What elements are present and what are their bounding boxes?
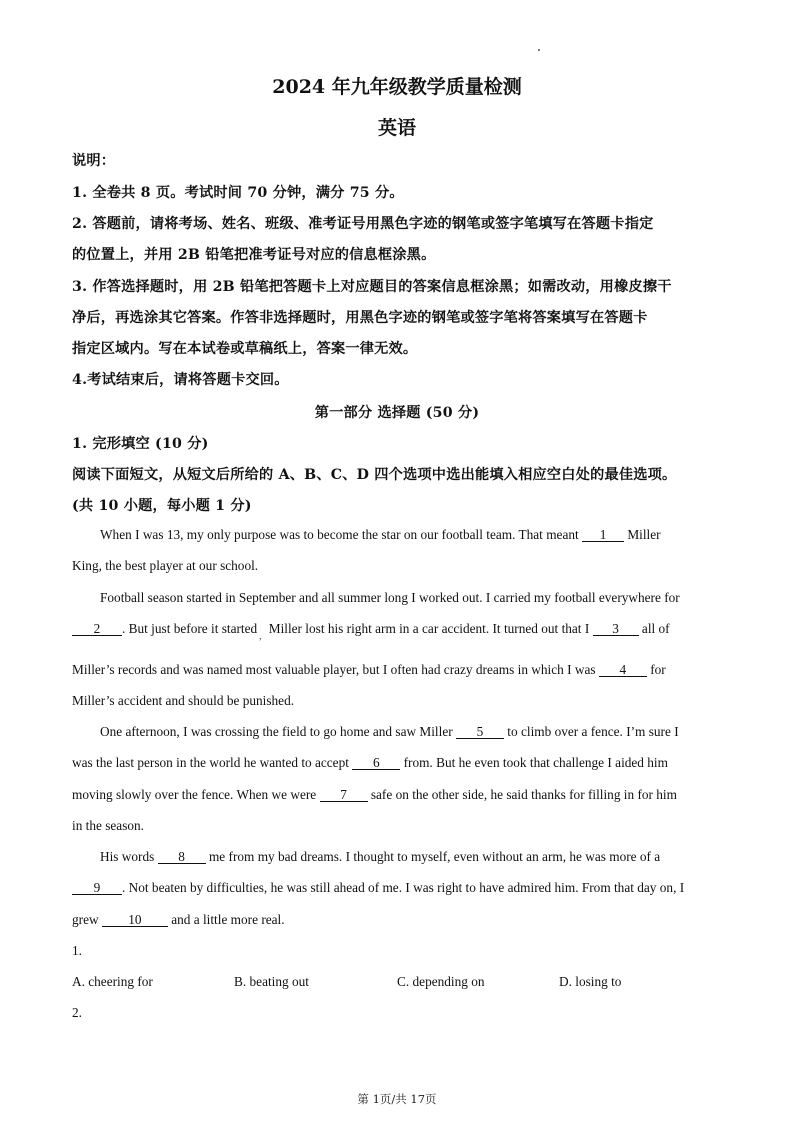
blank-5: 5 (456, 725, 504, 739)
passage-line: Miller’s accident and should be punished. (72, 693, 295, 708)
blank-1: 1 (582, 528, 624, 542)
part1-heading: 第一部分 选择题 (50 分) (314, 405, 480, 421)
instruction-item-3-line-3: 指定区域内。写在本试卷或草稿纸上，答案一律无效。 (72, 341, 418, 357)
blank-3: 3 (593, 622, 639, 636)
directions-line-2: (共 10 小题，每小题 1 分) (72, 498, 252, 514)
instruction-item-2-line-1: 2. 答题前，请将考场、姓名、班级、准考证号用黑色字迹的钢笔或签字笔填写在答题卡指定 (72, 216, 654, 232)
passage-line: Football season started in September and all summer long I worked out. I carried my football everywhere for (100, 590, 680, 605)
instruction-item-3-line-2: 净后，再选涂其它答案。作答非选择题时，用黑色字迹的钢笔或签字笔将答案填写在答题卡 (72, 310, 648, 326)
passage-line: in the season. (72, 818, 145, 833)
passage-line: grew 10 and a little more real. (72, 912, 285, 927)
option-d[interactable]: D. losing to (559, 974, 622, 989)
passage-line: was the last person in the world he wanted to accept 6 from. But he even took that challenge I aided him (72, 755, 668, 770)
directions-line-1: 阅读下面短文，从短文后所给的 A、B、C、D 四个选项中选出能填入相应空白处的最佳选项。 (72, 467, 677, 483)
blank-9: 9 (72, 881, 122, 895)
option-b[interactable]: B. beating out (234, 974, 309, 989)
instruction-item-4: 4.考试结束后，请将答题卡交回。 (72, 372, 289, 388)
passage-line: One afternoon, I was crossing the field to go home and saw Miller 5 to climb over a fence. I’m sure I (100, 724, 679, 739)
subject-title: 英语 (377, 117, 416, 139)
scan-speck (538, 49, 540, 51)
blank-7: 7 (320, 788, 368, 802)
option-a[interactable]: A. cheering for (72, 974, 153, 989)
exam-title: 2024 年九年级教学质量检测 (272, 76, 522, 98)
passage-line: 2 . But just before it started $_,$ Miller lost his right arm in a car accident. It turned out that I 3 all of (72, 621, 670, 641)
instruction-item-2-line-2: 的位置上，并用 2B 铅笔把准考证号对应的信息框涂黑。 (72, 247, 436, 263)
blank-8: 8 (158, 850, 206, 864)
passage-line: When I was 13, my only purpose was to become the star on our football team. That meant 1 Miller (100, 527, 661, 542)
option-c[interactable]: C. depending on (397, 974, 485, 989)
page-number: 第 1页/共 17页 (357, 1092, 437, 1106)
instructions-heading: 说明： (72, 153, 116, 169)
blank-2: 2 (72, 622, 122, 636)
passage-line: moving slowly over the fence. When we were 7 safe on the other side, he said thanks for filling in for him (72, 787, 677, 802)
question-number: 1. (72, 943, 82, 958)
blank-10: 10 (102, 913, 168, 927)
passage-line: His words 8 me from my bad dreams. I thought to myself, even without an arm, he was more of a (100, 849, 661, 864)
instruction-item-3-line-1: 3. 作答选择题时，用 2B 铅笔把答题卡上对应题目的答案信息框涂黑；如需改动，用橡皮擦干 (72, 279, 672, 295)
passage-line: 9 . Not beaten by difficulties, he was still ahead of me. I was right to have admired him. From that day on, I (72, 880, 684, 896)
section-title: 1. 完形填空 (10 分) (72, 436, 209, 452)
question-number: 2. (72, 1005, 82, 1020)
passage-line: Miller’s records and was named most valuable player, but I often had crazy dreams in which I was 4 for (72, 662, 666, 677)
blank-4: 4 (599, 663, 647, 677)
passage-line: King, the best player at our school. (72, 558, 259, 573)
instruction-item-1: 1. 全卷共 8 页。考试时间 70 分钟，满分 75 分。 (72, 185, 404, 201)
blank-6: 6 (352, 756, 400, 770)
